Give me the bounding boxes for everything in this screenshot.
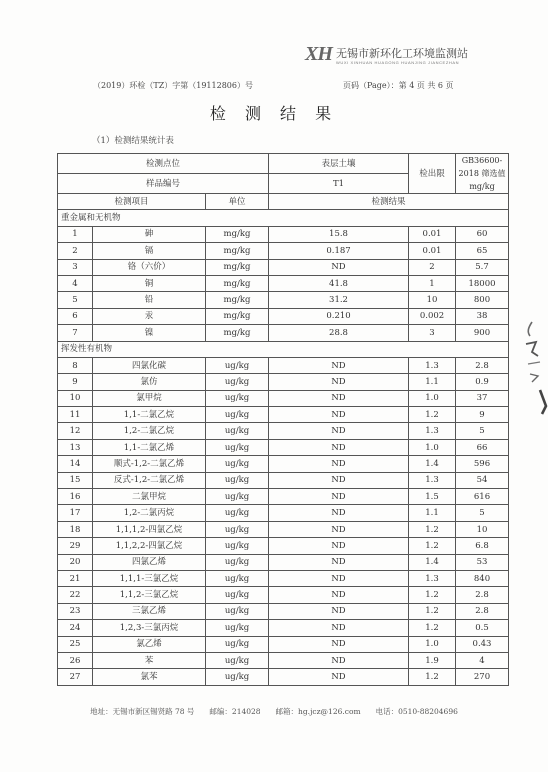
- item-name: 氯甲烷: [93, 390, 206, 406]
- standard-cell: 270: [456, 669, 509, 685]
- item-name: 1,2-二氯丙烷: [93, 505, 206, 521]
- limit-cell: 1.3: [409, 472, 456, 488]
- limit-cell: 1.3: [409, 423, 456, 439]
- table-row: [58, 521, 509, 537]
- unit-cell: ug/kg: [206, 472, 269, 488]
- result-cell: ND: [269, 636, 409, 652]
- standard-cell: 0.43: [456, 636, 509, 652]
- result-cell: ND: [269, 357, 409, 373]
- standard-cell: 5: [456, 423, 509, 439]
- item-name: 苯: [93, 652, 206, 668]
- unit-cell: mg/kg: [206, 243, 269, 259]
- unit-cell: ug/kg: [206, 603, 269, 619]
- result-cell: ND: [269, 259, 409, 275]
- standard-cell: 54: [456, 472, 509, 488]
- limit-cell: 1.2: [409, 620, 456, 636]
- item-name: 氯乙烯: [93, 636, 206, 652]
- limit-cell: 1.2: [409, 521, 456, 537]
- limit-cell: 1.2: [409, 669, 456, 685]
- limit-cell: 1: [409, 275, 456, 291]
- table-row: [58, 620, 509, 636]
- table-row: [58, 357, 509, 373]
- header-result: 检测结果: [269, 194, 509, 210]
- row-number: 23: [58, 603, 93, 619]
- table-row: [58, 259, 509, 275]
- logo-chinese-name: 无锡市新环化工环境监测站: [336, 47, 468, 60]
- header-row-columns: [58, 194, 509, 210]
- header-item: 检测项目: [58, 194, 206, 210]
- item-name: 汞: [93, 308, 206, 324]
- table-row: [58, 538, 509, 554]
- standard-cell: 10: [456, 521, 509, 537]
- row-number: 18: [58, 521, 93, 537]
- item-name: 1,1-二氯乙烷: [93, 407, 206, 423]
- group-heavy-metals: 重金属和无机物: [58, 210, 509, 226]
- standard-cell: 38: [456, 308, 509, 324]
- footer-contact: 地址：无锡市新区锡贤路 78 号 邮编：214028 邮箱：hg.jcz@126.com 电话：0510-88204696: [90, 707, 458, 716]
- result-cell: ND: [269, 423, 409, 439]
- standard-cell: 2.8: [456, 357, 509, 373]
- station-logo: [305, 43, 495, 69]
- item-name: 铅: [93, 292, 206, 308]
- standard-cell: 0.5: [456, 620, 509, 636]
- results-table: [57, 153, 509, 686]
- unit-cell: mg/kg: [206, 292, 269, 308]
- result-cell: ND: [269, 652, 409, 668]
- group-row: [58, 341, 509, 357]
- table-row: [58, 407, 509, 423]
- header-sample-label: 样品编号: [58, 174, 269, 194]
- unit-cell: ug/kg: [206, 489, 269, 505]
- row-number: 10: [58, 390, 93, 406]
- row-number: 6: [58, 308, 93, 324]
- unit-cell: mg/kg: [206, 226, 269, 242]
- limit-cell: 0.01: [409, 226, 456, 242]
- standard-cell: 6.8: [456, 538, 509, 554]
- table-row: [58, 439, 509, 455]
- row-number: 27: [58, 669, 93, 685]
- result-cell: ND: [269, 390, 409, 406]
- standard-cell: 616: [456, 489, 509, 505]
- table-row: [58, 636, 509, 652]
- stamp-edge: [518, 318, 548, 418]
- table-row: [58, 587, 509, 603]
- limit-cell: 1.2: [409, 538, 456, 554]
- item-name: 铬（六价）: [93, 259, 206, 275]
- page-title: 检 测 结 果: [209, 104, 339, 123]
- result-cell: ND: [269, 669, 409, 685]
- row-number: 29: [58, 538, 93, 554]
- limit-cell: 1.0: [409, 439, 456, 455]
- row-number: 7: [58, 325, 93, 341]
- standard-cell: 9: [456, 407, 509, 423]
- unit-cell: ug/kg: [206, 357, 269, 373]
- item-name: 1,1,2-三氯乙烷: [93, 587, 206, 603]
- result-cell: ND: [269, 374, 409, 390]
- standard-cell: 66: [456, 439, 509, 455]
- result-cell: ND: [269, 407, 409, 423]
- item-name: 二氯甲烷: [93, 489, 206, 505]
- header-sample-value: T1: [269, 174, 409, 194]
- result-cell: ND: [269, 554, 409, 570]
- unit-cell: ug/kg: [206, 374, 269, 390]
- standard-cell: 18000: [456, 275, 509, 291]
- group-row: [58, 210, 509, 226]
- table-row: [58, 423, 509, 439]
- group-volatile-organics: 挥发性有机物: [58, 341, 509, 357]
- header-standard: GB36600-2018 筛选值 mg/kg: [456, 154, 509, 194]
- limit-cell: 1.2: [409, 407, 456, 423]
- row-number: 13: [58, 439, 93, 455]
- item-name: 三氯乙烯: [93, 603, 206, 619]
- result-cell: 15.8: [269, 226, 409, 242]
- table-row: [58, 603, 509, 619]
- item-name: 四氯化碳: [93, 357, 206, 373]
- section-subtitle: （1）检测结果统计表: [92, 136, 174, 146]
- table-row: [58, 652, 509, 668]
- row-number: 4: [58, 275, 93, 291]
- unit-cell: mg/kg: [206, 325, 269, 341]
- result-cell: ND: [269, 538, 409, 554]
- unit-cell: mg/kg: [206, 308, 269, 324]
- item-name: 氯仿: [93, 374, 206, 390]
- unit-cell: ug/kg: [206, 587, 269, 603]
- result-cell: ND: [269, 505, 409, 521]
- table-row: [58, 390, 509, 406]
- result-cell: 31.2: [269, 292, 409, 308]
- row-number: 15: [58, 472, 93, 488]
- result-cell: ND: [269, 489, 409, 505]
- page-number: 页码（Page）：第 4 页 共 6 页: [343, 81, 454, 90]
- document-number: （2019）环检（TZ）字第（19112806）号: [93, 81, 253, 90]
- standard-cell: 900: [456, 325, 509, 341]
- table-row: [58, 275, 509, 291]
- result-cell: 41.8: [269, 275, 409, 291]
- row-number: 21: [58, 570, 93, 586]
- item-name: 砷: [93, 226, 206, 242]
- result-cell: ND: [269, 521, 409, 537]
- standard-cell: 0.9: [456, 374, 509, 390]
- item-name: 1,2,3-三氯丙烷: [93, 620, 206, 636]
- row-number: 9: [58, 374, 93, 390]
- standard-cell: 596: [456, 456, 509, 472]
- limit-cell: 3: [409, 325, 456, 341]
- limit-cell: 1.9: [409, 652, 456, 668]
- table-row: [58, 489, 509, 505]
- table-row: [58, 505, 509, 521]
- unit-cell: ug/kg: [206, 620, 269, 636]
- table-row: [58, 472, 509, 488]
- standard-cell: 2.8: [456, 587, 509, 603]
- unit-cell: ug/kg: [206, 390, 269, 406]
- row-number: 5: [58, 292, 93, 308]
- table-row: [58, 325, 509, 341]
- table-row: [58, 308, 509, 324]
- item-name: 镉: [93, 243, 206, 259]
- limit-cell: 2: [409, 259, 456, 275]
- row-number: 25: [58, 636, 93, 652]
- item-name: 顺式-1,2-二氯乙烯: [93, 456, 206, 472]
- row-number: 8: [58, 357, 93, 373]
- limit-cell: 1.1: [409, 374, 456, 390]
- unit-cell: ug/kg: [206, 505, 269, 521]
- limit-cell: 1.4: [409, 456, 456, 472]
- limit-cell: 0.002: [409, 308, 456, 324]
- result-cell: 0.187: [269, 243, 409, 259]
- standard-cell: 4: [456, 652, 509, 668]
- row-number: 11: [58, 407, 93, 423]
- row-number: 24: [58, 620, 93, 636]
- standard-cell: 53: [456, 554, 509, 570]
- standard-cell: 5.7: [456, 259, 509, 275]
- row-number: 1: [58, 226, 93, 242]
- limit-cell: 1.5: [409, 489, 456, 505]
- table-row: [58, 226, 509, 242]
- row-number: 2: [58, 243, 93, 259]
- standard-cell: 65: [456, 243, 509, 259]
- item-name: 1,1,1-三氯乙烷: [93, 570, 206, 586]
- limit-cell: 10: [409, 292, 456, 308]
- item-name: 1,1-二氯乙烯: [93, 439, 206, 455]
- item-name: 1,1,1,2-四氯乙烷: [93, 521, 206, 537]
- row-number: 12: [58, 423, 93, 439]
- header-row-point: [58, 154, 509, 174]
- table-row: [58, 374, 509, 390]
- unit-cell: ug/kg: [206, 669, 269, 685]
- table-row: [58, 570, 509, 586]
- result-cell: ND: [269, 439, 409, 455]
- result-cell: ND: [269, 570, 409, 586]
- item-name: 镍: [93, 325, 206, 341]
- table-row: [58, 292, 509, 308]
- result-cell: ND: [269, 620, 409, 636]
- result-cell: ND: [269, 456, 409, 472]
- result-cell: ND: [269, 587, 409, 603]
- standard-cell: 60: [456, 226, 509, 242]
- limit-cell: 0.01: [409, 243, 456, 259]
- header-point-label: 检测点位: [58, 154, 269, 174]
- unit-cell: ug/kg: [206, 423, 269, 439]
- standard-cell: 2.8: [456, 603, 509, 619]
- standard-cell: 5: [456, 505, 509, 521]
- table-row: [58, 456, 509, 472]
- result-cell: ND: [269, 603, 409, 619]
- unit-cell: ug/kg: [206, 538, 269, 554]
- limit-cell: 1.3: [409, 357, 456, 373]
- unit-cell: ug/kg: [206, 521, 269, 537]
- header-unit: 单位: [206, 194, 269, 210]
- limit-cell: 1.2: [409, 603, 456, 619]
- unit-cell: ug/kg: [206, 554, 269, 570]
- row-number: 16: [58, 489, 93, 505]
- table-row: [58, 243, 509, 259]
- unit-cell: mg/kg: [206, 275, 269, 291]
- row-number: 26: [58, 652, 93, 668]
- result-cell: ND: [269, 472, 409, 488]
- unit-cell: ug/kg: [206, 439, 269, 455]
- unit-cell: mg/kg: [206, 259, 269, 275]
- row-number: 20: [58, 554, 93, 570]
- table-row: [58, 554, 509, 570]
- standard-cell: 840: [456, 570, 509, 586]
- result-cell: 28.8: [269, 325, 409, 341]
- standard-cell: 37: [456, 390, 509, 406]
- unit-cell: ug/kg: [206, 407, 269, 423]
- logo-english-name: WUXI XINHUAN HUAGONG HUANJING JIANCEZHAN: [336, 60, 460, 65]
- row-number: 17: [58, 505, 93, 521]
- row-number: 3: [58, 259, 93, 275]
- item-name: 四氯乙烯: [93, 554, 206, 570]
- item-name: 1,2-二氯乙烷: [93, 423, 206, 439]
- row-number: 14: [58, 456, 93, 472]
- header-point-value: 表层土壤: [269, 154, 409, 174]
- item-name: 铜: [93, 275, 206, 291]
- standard-cell: 800: [456, 292, 509, 308]
- logo-mark: XH: [305, 43, 332, 65]
- table-row: [58, 669, 509, 685]
- limit-cell: 1.1: [409, 505, 456, 521]
- header-limit: 检出限: [409, 154, 456, 194]
- item-name: 1,1,2,2-四氯乙烷: [93, 538, 206, 554]
- item-name: 反式-1,2-二氯乙烯: [93, 472, 206, 488]
- limit-cell: 1.2: [409, 587, 456, 603]
- limit-cell: 1.0: [409, 390, 456, 406]
- limit-cell: 1.0: [409, 636, 456, 652]
- result-cell: 0.210: [269, 308, 409, 324]
- limit-cell: 1.4: [409, 554, 456, 570]
- unit-cell: ug/kg: [206, 570, 269, 586]
- unit-cell: ug/kg: [206, 652, 269, 668]
- row-number: 22: [58, 587, 93, 603]
- unit-cell: ug/kg: [206, 456, 269, 472]
- item-name: 氯苯: [93, 669, 206, 685]
- unit-cell: ug/kg: [206, 636, 269, 652]
- limit-cell: 1.3: [409, 570, 456, 586]
